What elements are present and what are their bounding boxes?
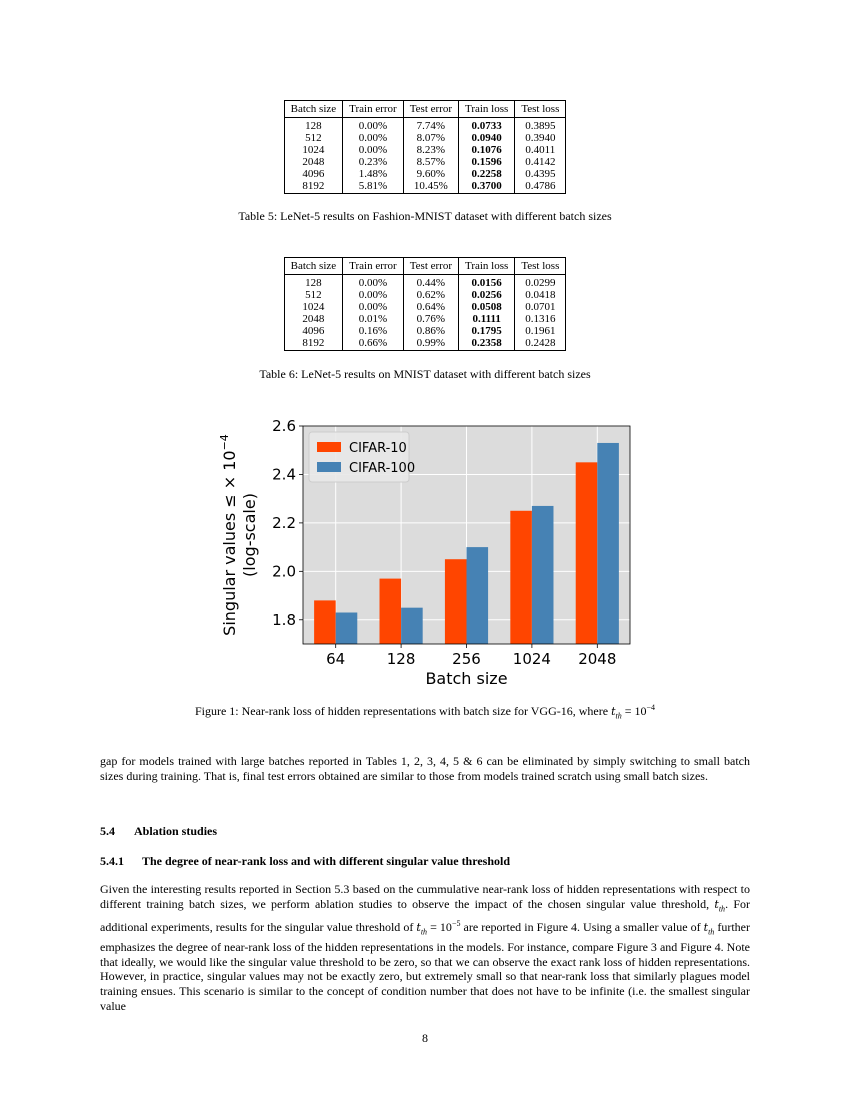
table-cell: 0.00% bbox=[343, 132, 404, 144]
figure-caption-eq: = 10 bbox=[621, 704, 647, 718]
table-header-cell: Batch size bbox=[284, 258, 343, 275]
table-cell: 0.0701 bbox=[515, 301, 566, 313]
bar-cifar-100-256 bbox=[467, 547, 489, 644]
table-cell: 512 bbox=[284, 132, 343, 144]
x-tick-label: 64 bbox=[326, 650, 346, 668]
table-header-cell: Test error bbox=[403, 258, 458, 275]
tth-math-2: t bbox=[416, 920, 421, 934]
legend-label-cifar-100: CIFAR-100 bbox=[349, 461, 416, 476]
y-tick-label: 2.0 bbox=[272, 562, 296, 581]
table-header-cell: Batch size bbox=[284, 101, 343, 118]
bar-cifar-100-128 bbox=[401, 608, 423, 644]
table-header-cell: Train loss bbox=[459, 258, 515, 275]
table-cell: 0.3940 bbox=[515, 132, 566, 144]
section-heading bbox=[100, 824, 217, 839]
table-cell: 0.64% bbox=[403, 301, 458, 313]
x-tick-label: 1024 bbox=[512, 650, 551, 668]
table-cell: 8192 bbox=[284, 337, 343, 351]
table-cell: 0.1596 bbox=[459, 156, 515, 168]
table-cell: 0.16% bbox=[343, 325, 404, 337]
table-cell: 0.99% bbox=[403, 337, 458, 351]
x-tick-label: 128 bbox=[386, 650, 416, 668]
figure-caption bbox=[0, 703, 850, 720]
table-header-cell: Train error bbox=[343, 258, 404, 275]
table-cell: 8.57% bbox=[403, 156, 458, 168]
table-row bbox=[284, 144, 566, 156]
table-cell: 0.2258 bbox=[459, 168, 515, 180]
paragraph-1: gap for models trained with large batches reported in Tables 1, 2, 3, 4, 5 & 6 can be eliminated by simply switching to small batch sizes during training. That is, final test errors obtained are similar to those from models trained scratch using small batch sizes. bbox=[100, 754, 750, 783]
table-cell: 0.66% bbox=[343, 337, 404, 351]
table-cell: 0.4011 bbox=[515, 144, 566, 156]
table-header-cell: Test loss bbox=[515, 258, 566, 275]
table-row bbox=[284, 275, 566, 290]
table-row bbox=[284, 289, 566, 301]
table-cell: 128 bbox=[284, 118, 343, 133]
table-cell: 512 bbox=[284, 289, 343, 301]
subsection-title: The degree of near-rank loss and with different singular value threshold bbox=[142, 854, 511, 868]
tth-sub-1: th bbox=[718, 904, 726, 914]
table-cell: 0.62% bbox=[403, 289, 458, 301]
table-cell: 0.0733 bbox=[459, 118, 515, 133]
y-axis-label-group bbox=[218, 434, 259, 636]
x-tick-label: 2048 bbox=[578, 650, 617, 668]
bar-cifar-10-1024 bbox=[510, 511, 532, 644]
bar-cifar-100-1024 bbox=[532, 506, 554, 644]
table-cell: 0.1316 bbox=[515, 313, 566, 325]
table-cell: 0.0940 bbox=[459, 132, 515, 144]
x-axis-label: Batch size bbox=[425, 669, 508, 688]
table-row bbox=[284, 156, 566, 168]
table-cell: 0.23% bbox=[343, 156, 404, 168]
y-axis-label: Singular values ≤ × $10^{-4}$ bbox=[218, 434, 239, 636]
tth-math-3: t bbox=[703, 920, 709, 934]
table-row bbox=[284, 118, 566, 133]
table-header-cell: Test loss bbox=[515, 101, 566, 118]
table-cell: 8.07% bbox=[403, 132, 458, 144]
table-cell: 4096 bbox=[284, 325, 343, 337]
bar-chart bbox=[215, 418, 635, 693]
table-row bbox=[284, 301, 566, 313]
table-cell: 0.4786 bbox=[515, 180, 566, 194]
paragraph-2-a: Given the interesting results reported in Section 5.3 based on the cummulative near-rank loss of hidden representations with respect to different training batch sizes, we perform ablation studies to observe the impact of the chosen singular value threshold, bbox=[100, 882, 750, 911]
table-cell: 0.00% bbox=[343, 289, 404, 301]
table-5-caption: Table 5: LeNet-5 results on Fashion-MNIST dataset with different batch sizes bbox=[238, 209, 612, 223]
table-cell: 0.00% bbox=[343, 118, 404, 133]
paragraph-2-b-eq: = 10 bbox=[427, 919, 452, 934]
table-cell: 0.0256 bbox=[459, 289, 515, 301]
table-5-grid bbox=[284, 100, 567, 194]
table-cell: 7.74% bbox=[403, 118, 458, 133]
tth-math-1: t bbox=[714, 897, 719, 911]
table-6 bbox=[0, 257, 850, 351]
paragraph-2-b: . For additional experiments, results for the singular value threshold of bbox=[100, 896, 750, 934]
table-row bbox=[284, 325, 566, 337]
table-cell: 1024 bbox=[284, 144, 343, 156]
tth-sub-2: th bbox=[420, 927, 428, 937]
section-number: 5.4 bbox=[100, 824, 115, 838]
table-cell: 10.45% bbox=[403, 180, 458, 194]
table-cell: 9.60% bbox=[403, 168, 458, 180]
table-header-row bbox=[284, 258, 566, 275]
paragraph-2-c: are reported in Figure 4. Using a smaller value of bbox=[460, 919, 704, 934]
table-cell: 4096 bbox=[284, 168, 343, 180]
table-cell: 8192 bbox=[284, 180, 343, 194]
figure-caption-sub: th bbox=[615, 711, 622, 721]
table-header-cell: Test error bbox=[403, 101, 458, 118]
table-header-cell: Train error bbox=[343, 101, 404, 118]
table-cell: 0.1961 bbox=[515, 325, 566, 337]
table-cell: 0.00% bbox=[343, 301, 404, 313]
page-number: 8 bbox=[422, 1031, 428, 1045]
table-cell: 0.01% bbox=[343, 313, 404, 325]
x-tick-label: 256 bbox=[452, 650, 481, 668]
table-cell: 0.0418 bbox=[515, 289, 566, 301]
table-row bbox=[284, 337, 566, 351]
bar-cifar-100-64 bbox=[336, 613, 358, 644]
bar-cifar-10-256 bbox=[445, 559, 467, 644]
figure-caption-exp: −4 bbox=[646, 703, 656, 712]
table-cell: 1024 bbox=[284, 301, 343, 313]
table-cell: 0.1076 bbox=[459, 144, 515, 156]
legend-label-cifar-10: CIFAR-10 bbox=[349, 441, 407, 456]
bar-cifar-10-2048 bbox=[576, 462, 598, 644]
y-axis-label-exponent: −4 bbox=[218, 434, 231, 451]
table-row bbox=[284, 132, 566, 144]
table-6-grid bbox=[284, 257, 567, 351]
legend-swatch-cifar-100 bbox=[317, 462, 341, 472]
table-cell: 128 bbox=[284, 275, 343, 290]
table-cell: 0.2428 bbox=[515, 337, 566, 351]
table-cell: 2048 bbox=[284, 313, 343, 325]
legend-swatch-cifar-10 bbox=[317, 442, 341, 452]
table-cell: 0.0156 bbox=[459, 275, 515, 290]
table-cell: 0.76% bbox=[403, 313, 458, 325]
table-cell: 5.81% bbox=[343, 180, 404, 194]
tth-sub-3: th bbox=[708, 927, 715, 937]
table-cell: 0.1795 bbox=[459, 325, 515, 337]
subsection-heading bbox=[100, 854, 510, 869]
section-title: Ablation studies bbox=[134, 824, 218, 838]
table-cell: 0.0508 bbox=[459, 301, 515, 313]
table-cell: 0.00% bbox=[343, 275, 404, 290]
bar-cifar-10-64 bbox=[314, 600, 336, 644]
table-cell: 0.2358 bbox=[459, 337, 515, 351]
table-6-caption: Table 6: LeNet-5 results on MNIST dataset with different batch sizes bbox=[259, 367, 591, 381]
table-cell: 1.48% bbox=[343, 168, 404, 180]
figure-caption-text: Figure 1: Near-rank loss of hidden representations with batch size for VGG-16, where bbox=[194, 704, 612, 718]
table-row bbox=[284, 180, 566, 194]
table-row bbox=[284, 313, 566, 325]
table-cell: 0.44% bbox=[403, 275, 458, 290]
subsection-number: 5.4.1 bbox=[100, 854, 124, 868]
table-header-cell: Train loss bbox=[459, 101, 515, 118]
table-cell: 0.3895 bbox=[515, 118, 566, 133]
bar-cifar-100-2048 bbox=[597, 443, 619, 644]
table-header-row bbox=[284, 101, 566, 118]
table-5 bbox=[0, 100, 850, 194]
table-row bbox=[284, 168, 566, 180]
table-cell: 0.4395 bbox=[515, 168, 566, 180]
y-tick-label: 2.2 bbox=[272, 513, 296, 532]
table-cell: 0.00% bbox=[343, 144, 404, 156]
table-cell: 0.0299 bbox=[515, 275, 566, 290]
table-cell: 0.3700 bbox=[459, 180, 515, 194]
table-cell: 8.23% bbox=[403, 144, 458, 156]
bar-cifar-10-128 bbox=[380, 579, 402, 644]
table-cell: 0.86% bbox=[403, 325, 458, 337]
paragraph-2-d: further emphasizes the degree of near-rank loss of the hidden representations in the models. For instance, compare Figure 3 and Figure 4. Note that ideally, we would like the singular value threshold to be zero, so that we can observe the exact rank loss of hidden representations. However, in practice, singular values may not be exactly zero, but extremely small so that near-rank loss that similarly plagues model training ensues. This scenario is similar to the concept of condition number that does not have to be infinite (i.e. the smallest singular value bbox=[100, 919, 750, 1013]
paragraph-2 bbox=[100, 882, 750, 1013]
table-cell: 0.1111 bbox=[459, 313, 515, 325]
figure-caption-math: t bbox=[611, 705, 616, 718]
y-tick-label: 2.4 bbox=[272, 465, 296, 484]
y-axis-label-line2: (log-scale) bbox=[240, 493, 259, 577]
table-cell: 2048 bbox=[284, 156, 343, 168]
table-cell: 0.4142 bbox=[515, 156, 566, 168]
y-tick-label: 1.8 bbox=[272, 610, 296, 629]
paragraph-2-b-exp: −5 bbox=[451, 918, 461, 928]
y-tick-label: 2.6 bbox=[272, 418, 296, 435]
